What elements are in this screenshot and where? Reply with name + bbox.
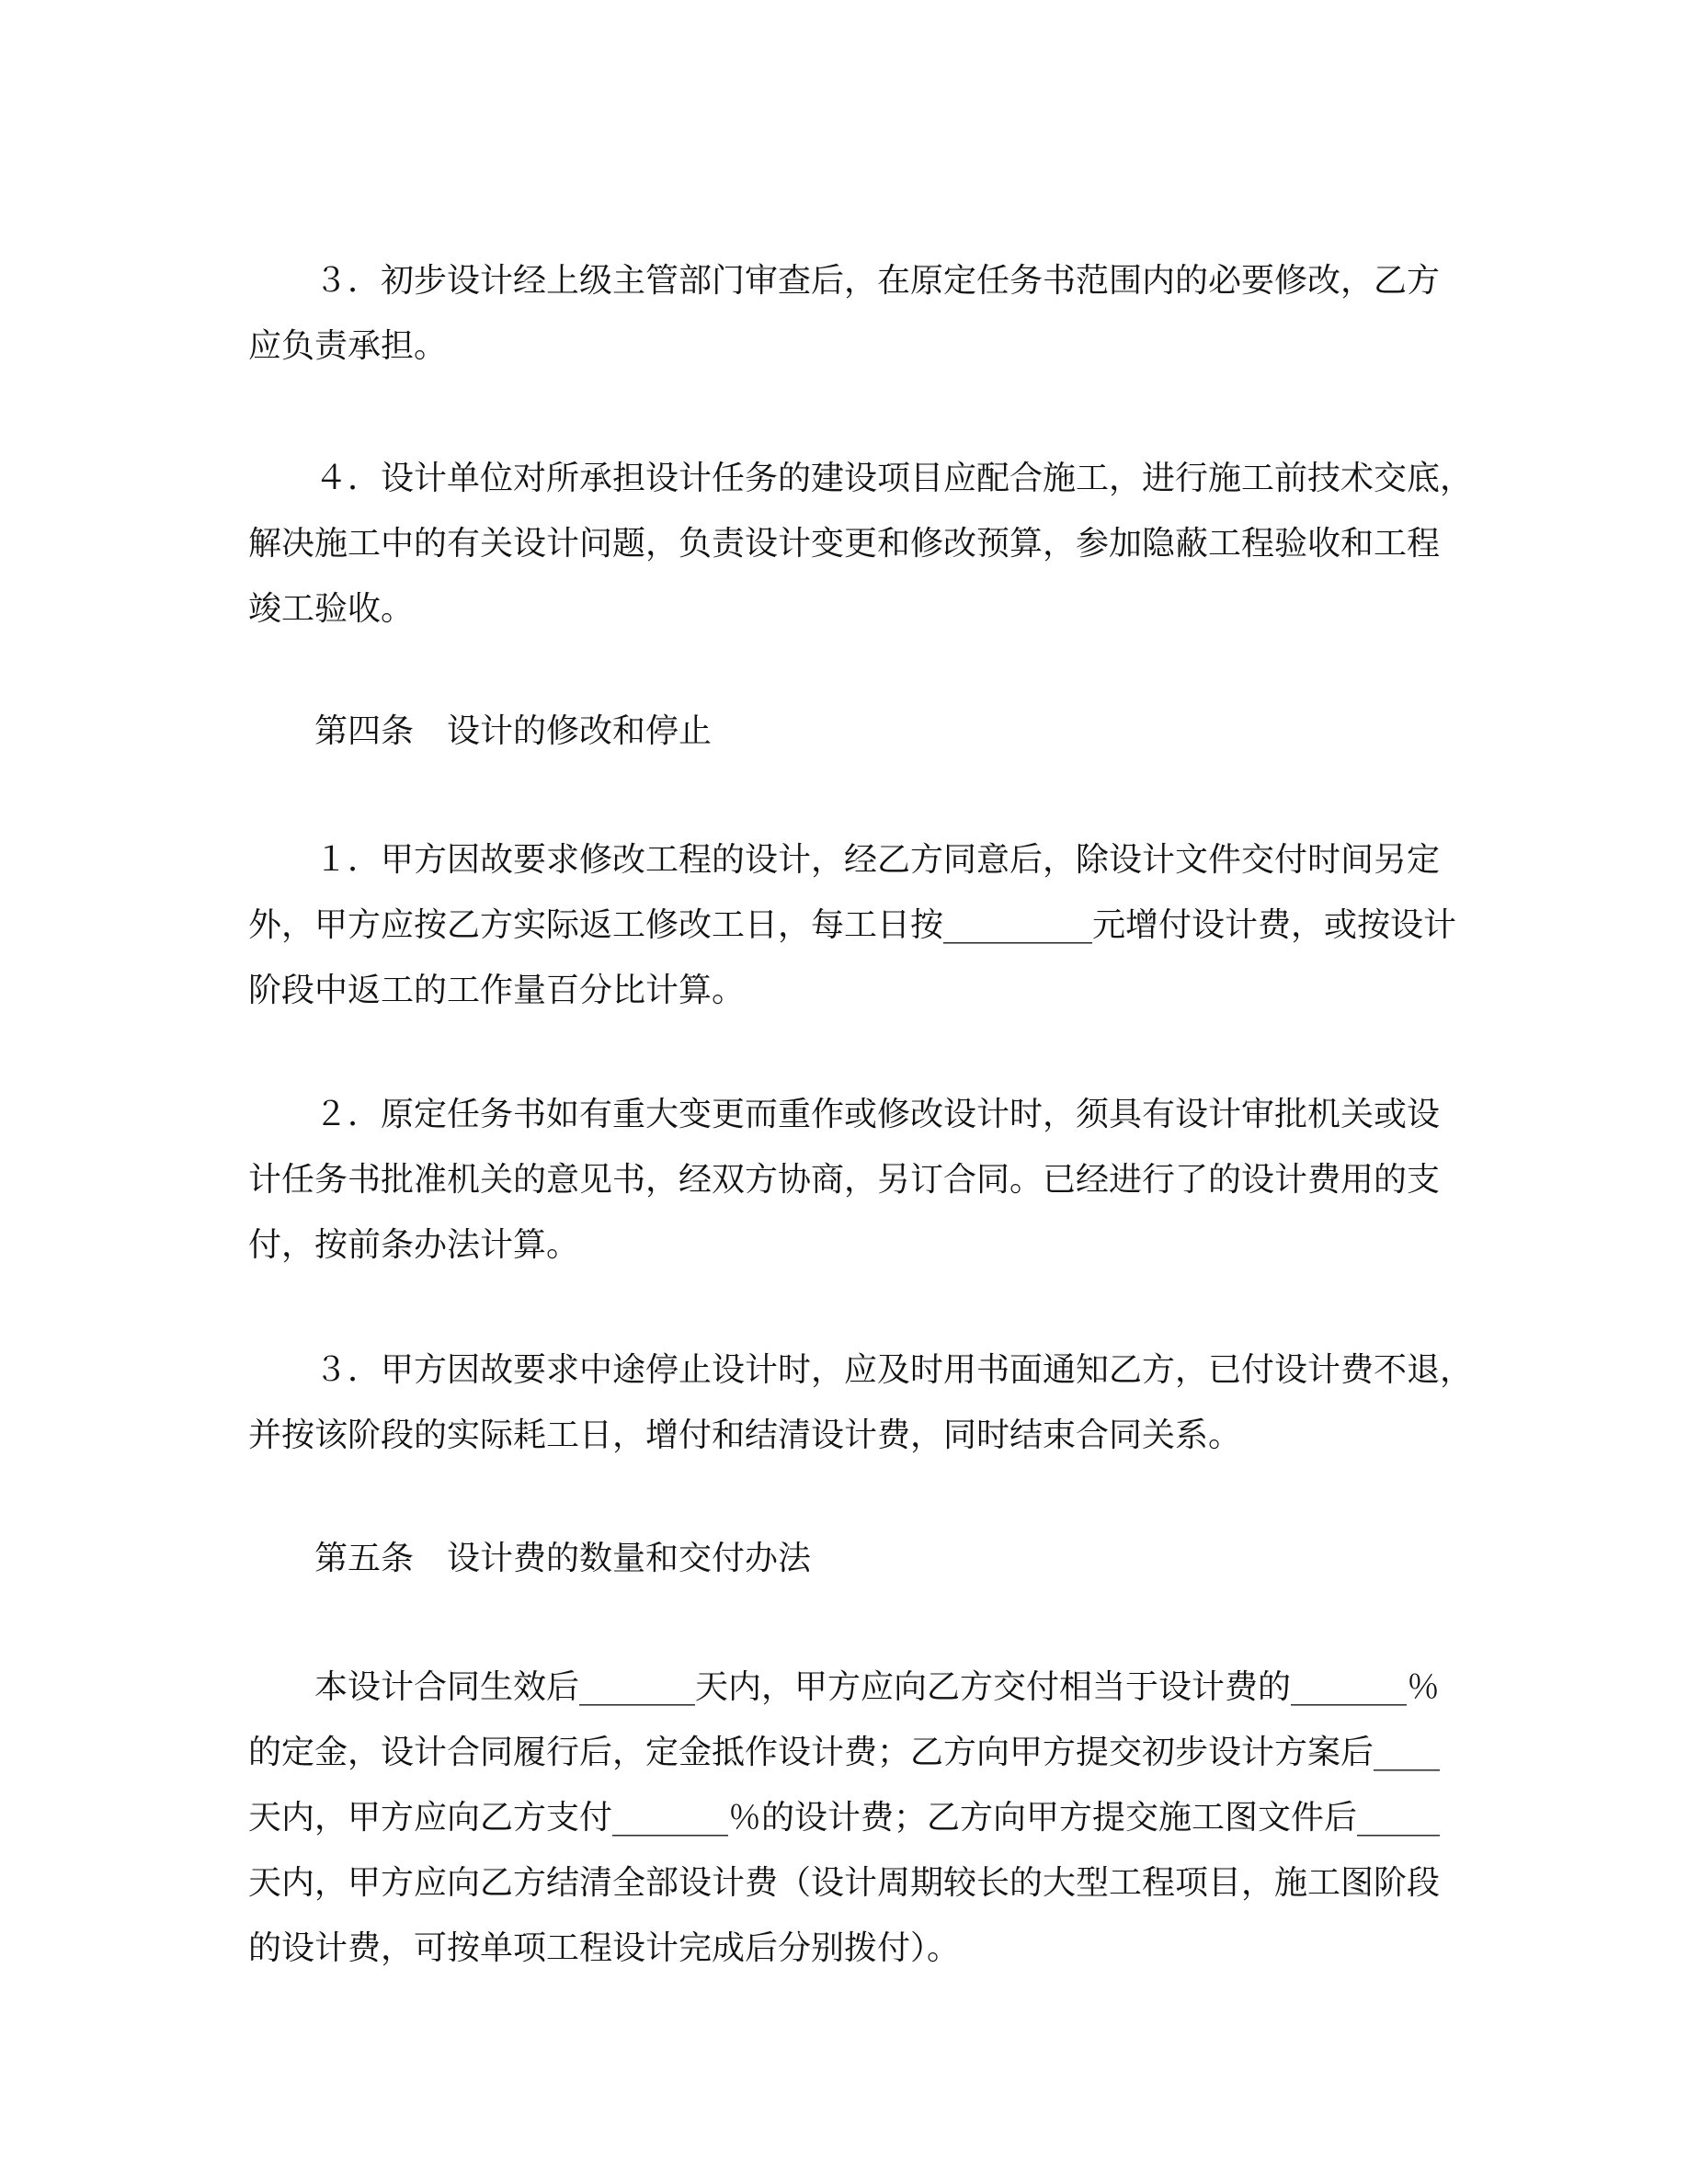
paragraph-line: 的定金，设计合同履行后，定金抵作设计费；乙方向甲方提交初步设计方案后____	[248, 1734, 1441, 1771]
paragraph-line: 付，按前条办法计算。	[248, 1226, 580, 1264]
paragraph-line: ３．初步设计经上级主管部门审查后，在原定任务书范围内的必要修改，乙方	[314, 262, 1441, 300]
clause-3-paragraph	[248, 248, 1441, 379]
paragraph-line: 天内，甲方应向乙方支付_______％的设计费；乙方向甲方提交施工图文件后_____	[248, 1799, 1441, 1837]
clause-4-paragraph	[248, 446, 1474, 642]
paragraph-line: ３．甲方因故要求中途停止设计时，应及时用书面通知乙方，已付设计费不退，	[314, 1351, 1474, 1389]
paragraph-line: ４．设计单位对所承担设计任务的建设项目应配合施工，进行施工前技术交底，	[314, 460, 1474, 497]
paragraph-line: 竣工验收。	[248, 590, 415, 628]
article-title: 设计的修改和停止	[447, 712, 713, 750]
paragraph-line: 外，甲方应按乙方实际返工修改工日，每工日按_________元增付设计费，或按设计	[248, 906, 1457, 944]
article-4-item-2	[248, 1082, 1441, 1278]
article-4-heading	[248, 699, 1434, 764]
article-5-paragraph	[248, 1655, 1441, 1981]
paragraph-line: 计任务书批准机关的意见书，经双方协商，另订合同。已经进行了的设计费用的支	[248, 1161, 1441, 1199]
paragraph-line: 应负责承担。	[248, 327, 448, 365]
article-number: 第五条	[314, 1540, 415, 1577]
paragraph-line: 本设计合同生效后_______天内，甲方应向乙方交付相当于设计费的_______％	[314, 1668, 1441, 1706]
article-title: 设计费的数量和交付办法	[447, 1540, 812, 1577]
article-5-heading	[248, 1526, 1434, 1591]
paragraph-line: 天内，甲方应向乙方结清全部设计费（设计周期较长的大型工程项目，施工图阶段	[248, 1864, 1441, 1902]
article-heading-line	[248, 1526, 1434, 1591]
article-number: 第四条	[314, 712, 415, 750]
paragraph-line: 并按该阶段的实际耗工日，增付和结清设计费，同时结束合同关系。	[248, 1416, 1242, 1454]
article-4-item-1	[248, 827, 1457, 1023]
article-heading-line	[248, 699, 1434, 764]
paragraph-line: ２．原定任务书如有重大变更而重作或修改设计时，须具有设计审批机关或设	[314, 1096, 1441, 1133]
paragraph-line: 解决施工中的有关设计问题，负责设计变更和修改预算，参加隐蔽工程验收和工程	[248, 525, 1441, 563]
paragraph-line: 阶段中返工的工作量百分比计算。	[248, 972, 746, 1009]
paragraph-line: １．甲方因故要求修改工程的设计，经乙方同意后，除设计文件交付时间另定	[314, 841, 1441, 879]
article-4-item-3	[248, 1337, 1474, 1468]
paragraph-line: 的设计费，可按单项工程设计完成后分别拨付）。	[248, 1929, 961, 1967]
